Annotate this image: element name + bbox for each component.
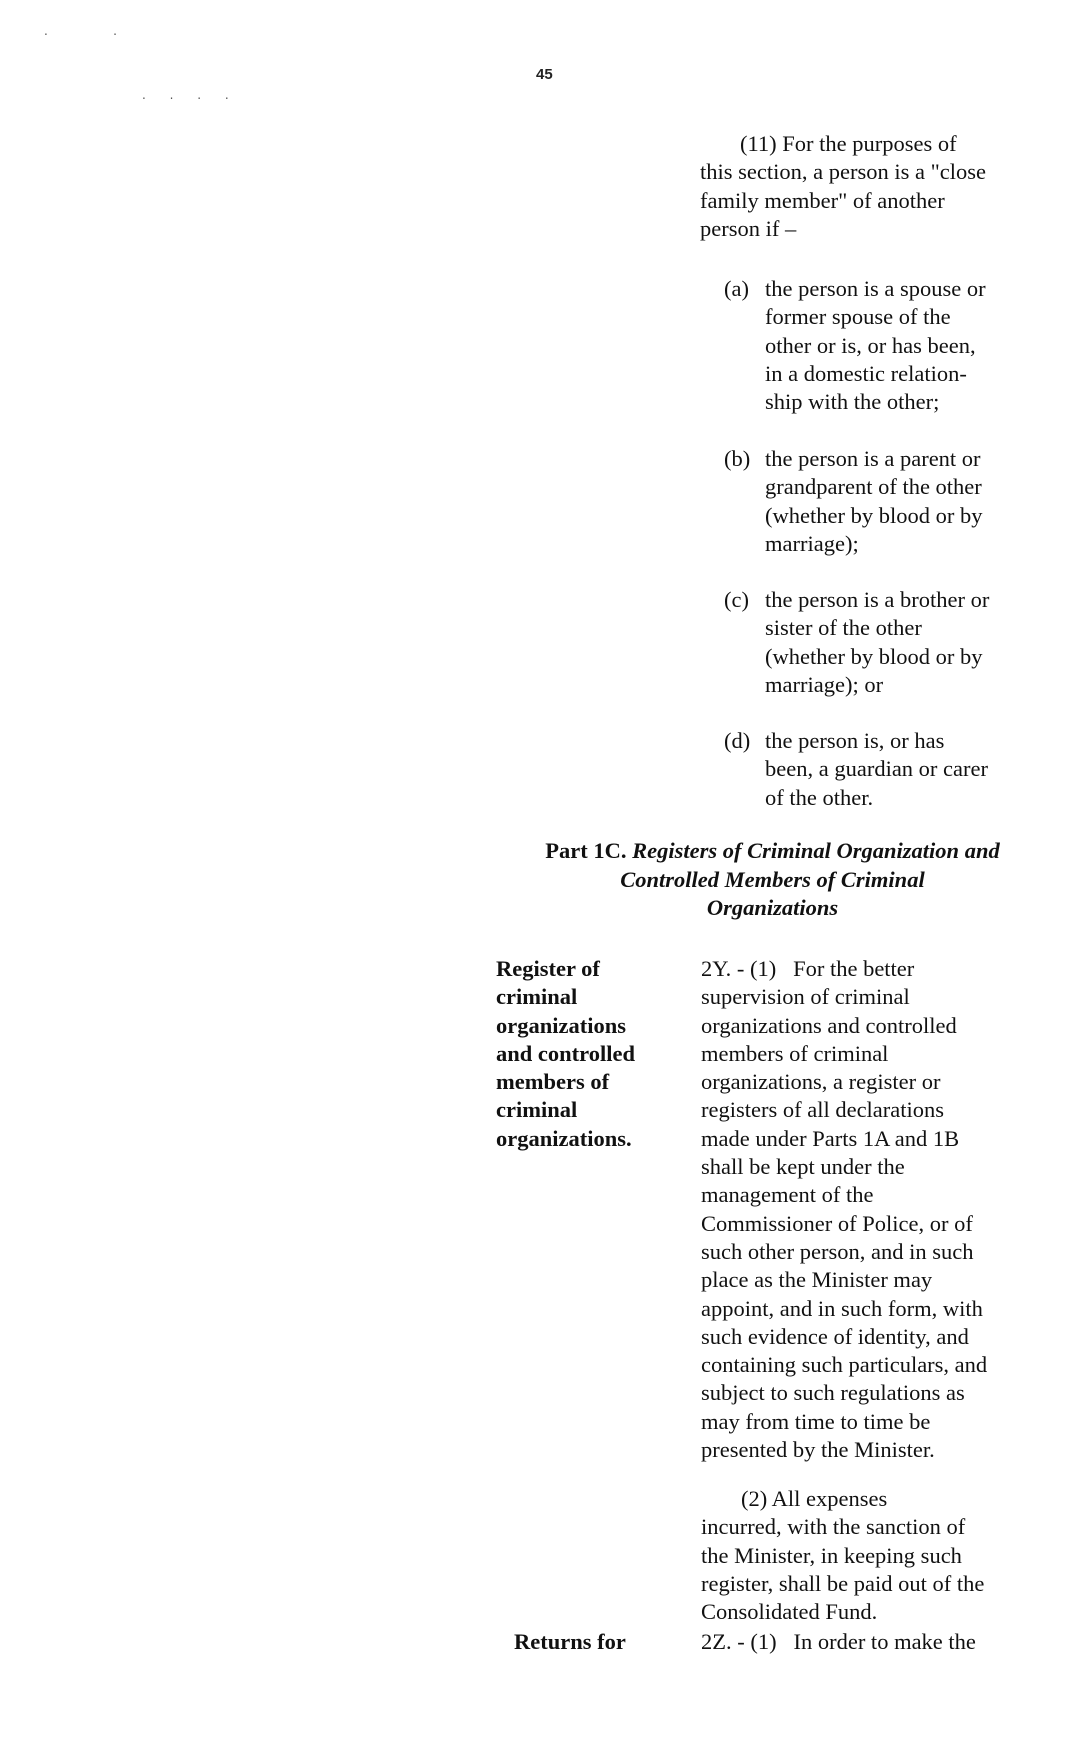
section-2y-line: shall be kept under the <box>701 1154 905 1180</box>
margin-note-line: Register of <box>496 956 600 981</box>
section-2y-line: members of criminal <box>701 1040 889 1066</box>
item-line: been, a guardian or carer <box>765 756 988 782</box>
part-label: Part 1C. <box>545 838 627 863</box>
item-label: (d) <box>724 728 751 753</box>
item-line: (whether by blood or by <box>765 502 983 528</box>
scan-speck-marks-second: . . . . <box>142 88 239 102</box>
subsection-11-line: this section, a person is a "close <box>700 159 986 185</box>
section-2y-line: Commissioner of Police, or of <box>701 1210 973 1236</box>
section-2z-1: 2Z. - (1) In order to make the <box>701 1629 976 1654</box>
part-title: Organizations <box>706 895 839 920</box>
item-text <box>765 445 1035 558</box>
margin-note-line: organizations <box>496 1012 627 1038</box>
item-line: former spouse of the <box>765 304 951 330</box>
margin-note-line: members of <box>496 1069 610 1095</box>
item-label: (a) <box>724 276 749 301</box>
item-line: other or is, or has been, <box>765 332 976 358</box>
page-number: 45 <box>536 66 553 83</box>
subsection-11-line: family member" of another <box>700 187 945 213</box>
section-2y-line: such evidence of identity, and <box>701 1323 969 1349</box>
section-2y-2-line: incurred, with the sanction of <box>701 1514 966 1540</box>
margin-note-2y <box>496 955 676 1153</box>
margin-note-line: organizations. <box>496 1125 632 1151</box>
section-2y-line: subject to such regulations as <box>701 1380 965 1406</box>
subsection-11-line: person if – <box>700 215 797 241</box>
margin-note-2z: Returns for <box>514 1629 626 1654</box>
part-title: Controlled Members of Criminal <box>620 866 925 892</box>
item-label: (c) <box>724 587 749 612</box>
section-2y-1 <box>701 955 1031 1464</box>
item-line: marriage); or <box>765 671 884 697</box>
item-text <box>765 275 1035 416</box>
section-2y-line: supervision of criminal <box>701 984 910 1010</box>
section-2y-2-line: Consolidated Fund. <box>701 1599 878 1625</box>
margin-note-line: and controlled <box>496 1040 635 1066</box>
margin-note-line: criminal <box>496 1097 578 1123</box>
margin-note-line: criminal <box>496 984 578 1010</box>
section-2y-line: registers of all declarations <box>701 1097 945 1123</box>
item-line: grandparent of the other <box>765 474 982 500</box>
item-line: the person is a spouse or <box>765 276 986 301</box>
section-2y-line: may from time to time be <box>701 1408 931 1434</box>
item-line: of the other. <box>765 784 874 810</box>
part-title: Registers of Criminal Organization and <box>632 838 1000 863</box>
section-2y-2 <box>701 1485 1031 1626</box>
item-text <box>765 586 1035 699</box>
scan-speck-marks-top: . . <box>44 24 127 38</box>
item-line: ship with the other; <box>765 389 940 415</box>
section-2y-line: made under Parts 1A and 1B <box>701 1125 960 1151</box>
section-2y-2-line: the Minister, in keeping such <box>701 1542 962 1568</box>
item-line: the person is, or has <box>765 728 945 753</box>
section-2y-line: organizations and controlled <box>701 1012 957 1038</box>
item-label: (b) <box>724 446 751 471</box>
section-2y-line: management of the <box>701 1182 874 1208</box>
section-2y-line: appoint, and in such form, with <box>701 1295 983 1321</box>
section-2y-line: presented by the Minister. <box>701 1437 935 1463</box>
item-line: (whether by blood or by <box>765 643 983 669</box>
section-2y-line: containing such particulars, and <box>701 1352 988 1378</box>
item-line: in a domestic relation- <box>765 360 967 386</box>
section-2y-line: 2Y. - (1) For the better <box>701 956 915 981</box>
item-line: the person is a brother or <box>765 587 990 612</box>
subsection-11 <box>700 130 1020 243</box>
part-heading <box>510 837 1035 923</box>
item-line: marriage); <box>765 530 859 556</box>
section-2y-2-line: (2) All expenses <box>741 1486 888 1511</box>
section-2y-line: place as the Minister may <box>701 1267 933 1293</box>
item-line: the person is a parent or <box>765 446 981 471</box>
subsection-11-line: (11) For the purposes of <box>740 131 957 156</box>
item-text <box>765 727 1035 812</box>
section-2y-line: organizations, a register or <box>701 1069 941 1095</box>
part-heading-line-1 <box>510 837 1035 866</box>
section-2y-2-line: register, shall be paid out of the <box>701 1570 985 1596</box>
item-line: sister of the other <box>765 615 922 641</box>
section-2y-line: such other person, and in such <box>701 1238 974 1264</box>
